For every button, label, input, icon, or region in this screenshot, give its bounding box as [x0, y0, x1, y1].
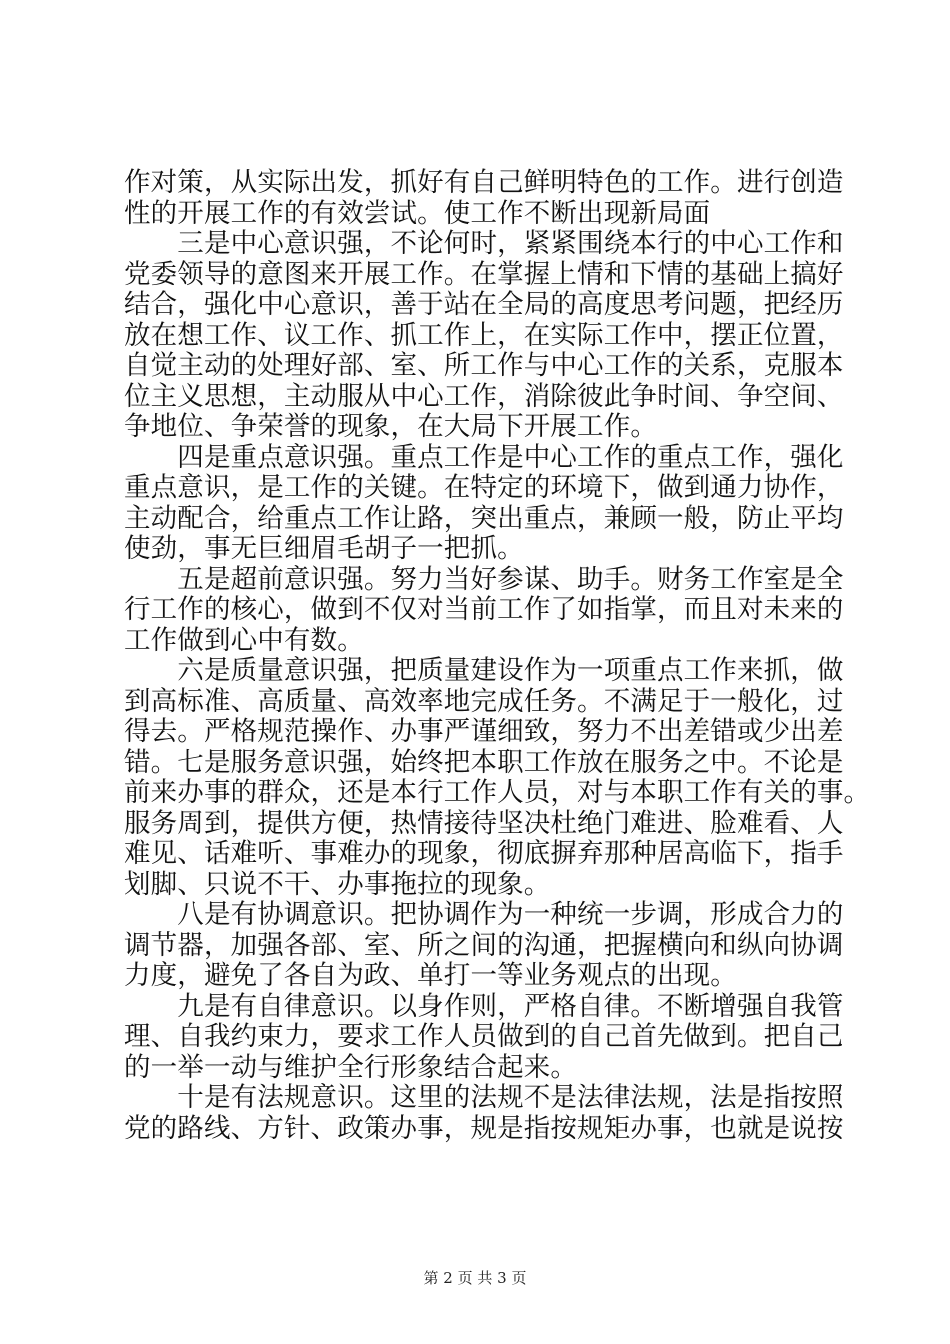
text-line: 主动配合，给重点工作让路，突出重点，兼顾一般，防止平均 — [124, 502, 844, 534]
text-line: 结合，强化中心意识，善于站在全局的高度思考问题，把经历 — [124, 289, 844, 320]
text-line: 错。七是服务意识强，始终把本职工作放在服务之中。不论是 — [124, 746, 844, 778]
text-line: 自觉主动的处理好部、室、所工作与中心工作的关系，克服本 — [124, 350, 844, 381]
text-line: 位主义思想，主动服从中心工作，消除彼此争时间、争空间、 — [124, 380, 844, 412]
text-line: 性的开展工作的有效尝试。使工作不断出现新局面 — [124, 197, 711, 229]
page-number-footer: 第 2 页 共 3 页 — [423, 1269, 527, 1287]
text-line: 到高标准、高质量、高效率地完成任务。不满足于一般化，过 — [124, 685, 844, 717]
text-line: 重点意识，是工作的关键。在特定的环境下，做到通力协作， — [124, 472, 844, 503]
text-line: 使劲，事无巨细眉毛胡子一把抓。 — [124, 533, 524, 564]
text-line: 争地位、争荣誉的现象，在大局下开展工作。 — [124, 411, 657, 442]
text-line: 四是重点意识强。重点工作是中心工作的重点工作，强化 — [124, 441, 844, 473]
text-line: 十是有法规意识。这里的法规不是法律法规，法是指按照 — [124, 1082, 844, 1113]
text-line: 难见、话难听、事难办的现象，彻底摒弃那种居高临下，指手 — [124, 838, 844, 869]
text-line: 前来办事的群众，还是本行工作人员，对与本职工作有关的事。 — [124, 777, 871, 808]
text-line: 力度，避免了各自为政、单打一等业务观点的出现。 — [124, 960, 737, 991]
text-line: 八是有协调意识。把协调作为一种统一步调，形成合力的 — [124, 899, 844, 930]
text-line: 服务周到，提供方便，热情接待坚决杜绝门难进、脸难看、人 — [124, 807, 844, 839]
text-line: 行工作的核心，做到不仅对当前工作了如指掌，而且对未来的 — [124, 594, 844, 625]
text-line: 工作做到心中有数。 — [124, 624, 364, 656]
text-line: 得去。严格规范操作、办事严谨细致，努力不出差错或少出差 — [124, 716, 844, 747]
text-line: 党的路线、方针、政策办事，规是指按规矩办事，也就是说按 — [124, 1112, 844, 1144]
text-line: 三是中心意识强，不论何时，紧紧围绕本行的中心工作和 — [124, 228, 844, 259]
text-line: 调节器，加强各部、室、所之间的沟通，把握横向和纵向协调 — [124, 929, 844, 961]
text-line: 的一举一动与维护全行形象结合起来。 — [124, 1051, 578, 1083]
text-line: 放在想工作、议工作、抓工作上，在实际工作中，摆正位置， — [124, 319, 844, 351]
text-line: 作对策，从实际出发，抓好有自己鲜明特色的工作。进行创造 — [124, 167, 844, 198]
text-line: 九是有自律意识。以身作则，严格自律。不断增强自我管 — [124, 990, 844, 1022]
text-line: 党委领导的意图来开展工作。在掌握上情和下情的基础上搞好 — [124, 258, 844, 290]
text-line: 理、自我约束力，要求工作人员做到的自己首先做到。把自己 — [124, 1021, 844, 1052]
text-line: 划脚、只说不干、办事拖拉的现象。 — [124, 868, 551, 900]
text-line: 五是超前意识强。努力当好参谋、助手。财务工作室是全 — [124, 563, 844, 595]
body-text — [124, 167, 871, 1144]
text-line: 六是质量意识强，把质量建设作为一项重点工作来抓，做 — [124, 655, 844, 686]
